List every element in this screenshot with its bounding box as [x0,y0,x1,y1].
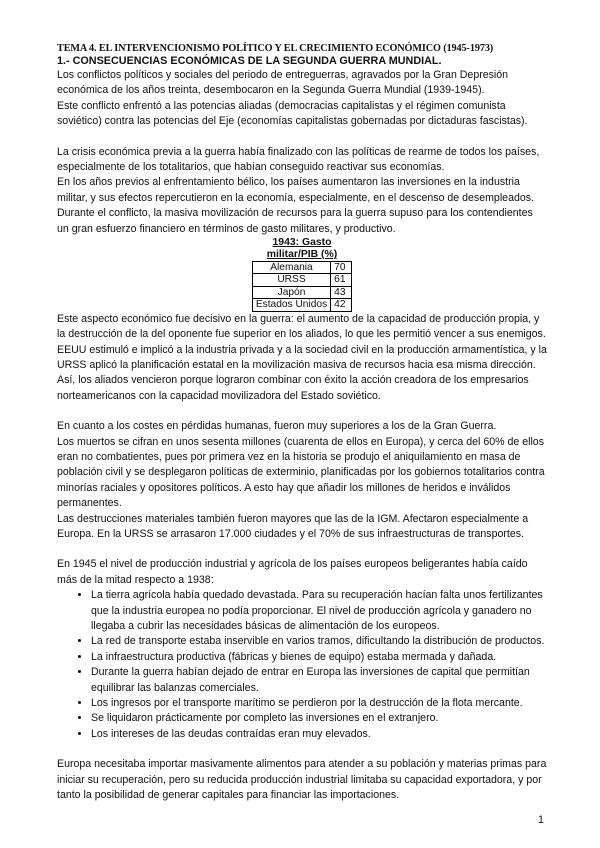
crisis-paragraph: En los años previos al enfrentamiento bélico, los países aumentaron las inversiones en la industria militar, y sus efectos repercutieron en la economía, especialmente, en el descenso de desempleados. [57,176,534,204]
section-heading: 1.- CONSECUENCIAS ECONÓMICAS DE LA SEGUNDA GUERRA MUNDIAL. [57,55,442,67]
list-item: • Los ingresos por el transporte marítimo se perdieron por la destrucción de la flota mercante. [91,696,547,711]
crisis-paragraph: Durante el conflicto, la masiva movilización de recursos para la guerra supuso para los contendientes un gran esfuerzo financiero en términos de gasto militares, y productivo. [57,207,533,235]
list-item: • Durante la guerra habían dejado de entrar en Europa las inversiones de capital que permitían equilibrar las balanzas comerciales. [91,665,547,696]
table-cell-country: URSS [252,274,330,286]
table-cell-value: 61 [331,274,352,286]
table-cell-value: 70 [331,262,352,274]
after-table-paragraph: Este aspecto económico fue decisivo en la guerra: el aumento de la capacidad de producción propia, y la destrucción de la del oponente fue superior en los aliados, lo que les permitió vencer a sus enemigos. EEUU estimuló e implicó a la industria privada y a la sociedad civil en la producción armamentística, y la URSS aplicó la planificación estatal en la movilización masiva de recursos hacia esa misma dirección. Así, los aliados vencieron porque lograron combinar con éxito la acción creadora de los empresarios norteamericanos con la capacidad movilizadora del Estado soviético. [57,312,547,402]
crisis-paragraph: La crisis económica previa a la guerra había finalizado con las políticas de rearme de todos los países, especialmente de los totalitarios, que habían conseguido reactivar sus economías. [57,145,540,174]
intro-paragraph: Este conflicto enfrentó a las potencias aliadas (democracias capitalistas y el régimen comunista soviético) contra las potencias del Eje (economías capitalistas gobernadas por dictaduras fascistas). [57,99,528,128]
table-row [252,262,351,274]
costs-paragraph: Los muertos se cifran en unos sesenta millones (cuarenta de ellos en Europa), y cerca del 60% de ellos eran no combatientes, pues por primera vez en la historia se produjo el aniquilamiento en masa de población civil y se desplegaron políticas de exterminio, planificadas por los gobiernos totalitarios contra minorías raciales y opositores políticos. A esto hay que añadir los millones de heridos e inválidos permanentes. [57,435,545,510]
costs-paragraph: En cuanto a los costes en pérdidas humanas, fueron muy superiores a los de la Gran Guerra. [57,420,497,433]
table-row [252,286,351,298]
table-cell-country: Japón [252,286,330,298]
production-intro-paragraph: En 1945 el nivel de producción industrial y agrícola de los países europeos beligerantes había caído más de la mitad respecto a 1938: [57,558,528,586]
list-item: • La red de transporte estaba inservible en varios tramos, dificultando la distribución de productos. [91,634,547,649]
document-page [57,42,547,803]
table-row [252,299,351,311]
military-spending-table [252,237,352,312]
page-number: 1 [538,814,544,826]
table-cell-value: 42 [331,299,352,311]
table-cell-country: Alemania [252,262,330,274]
list-item: • Los intereses de las deudas contraídas eran muy elevados. [91,727,547,742]
table-caption: 1943: Gasto militar/PIB (%) [266,237,338,261]
intro-paragraph: Los conflictos políticos y sociales del periodo de entreguerras, agravados por la Gran Depresión económica de los años treinta, desembocaron en la Segunda Guerra Mundial (1939-1945). [57,69,509,97]
table-row [252,274,351,286]
list-item: • La tierra agrícola había quedado devastada. Para su recuperación hacían falta unos fertilizantes que la industria europea no podía proporcionar. El nivel de producción agrícola y ganadero no llegaba a cubrir las necesidades básicas de alimentación de los europeos. [91,588,547,634]
closing-paragraph: Europa necesitaba importar masivamente alimentos para atender a su población y materias primas para iniciar su recuperación, pero su reducida producción industrial limitaba su capacidad exportadora, y por tanto la posibilidad de generar capitales para financiar las importaciones. [57,758,547,802]
table-cell-country: Estados Unidos [252,299,330,311]
consequences-list [57,588,547,742]
list-item: • La infraestructura productiva (fábricas y bienes de equipo) estaba mermada y dañada. [91,650,547,665]
list-item: • Se liquidaron prácticamente por completo las inversiones en el extranjero. [91,711,547,726]
document-title: TEMA 4. EL INTERVENCIONISMO POLÍTICO Y EL CRECIMIENTO ECONÓMICO (1945-1973) [57,43,494,54]
costs-paragraph: Las destrucciones materiales también fueron mayores que las de la IGM. Afectaron especialmente a Europa. En la URSS se arrasaron 17.000 ciudades y el 70% de sus infraestructuras de transportes. [57,512,529,540]
table-cell-value: 43 [331,286,352,298]
